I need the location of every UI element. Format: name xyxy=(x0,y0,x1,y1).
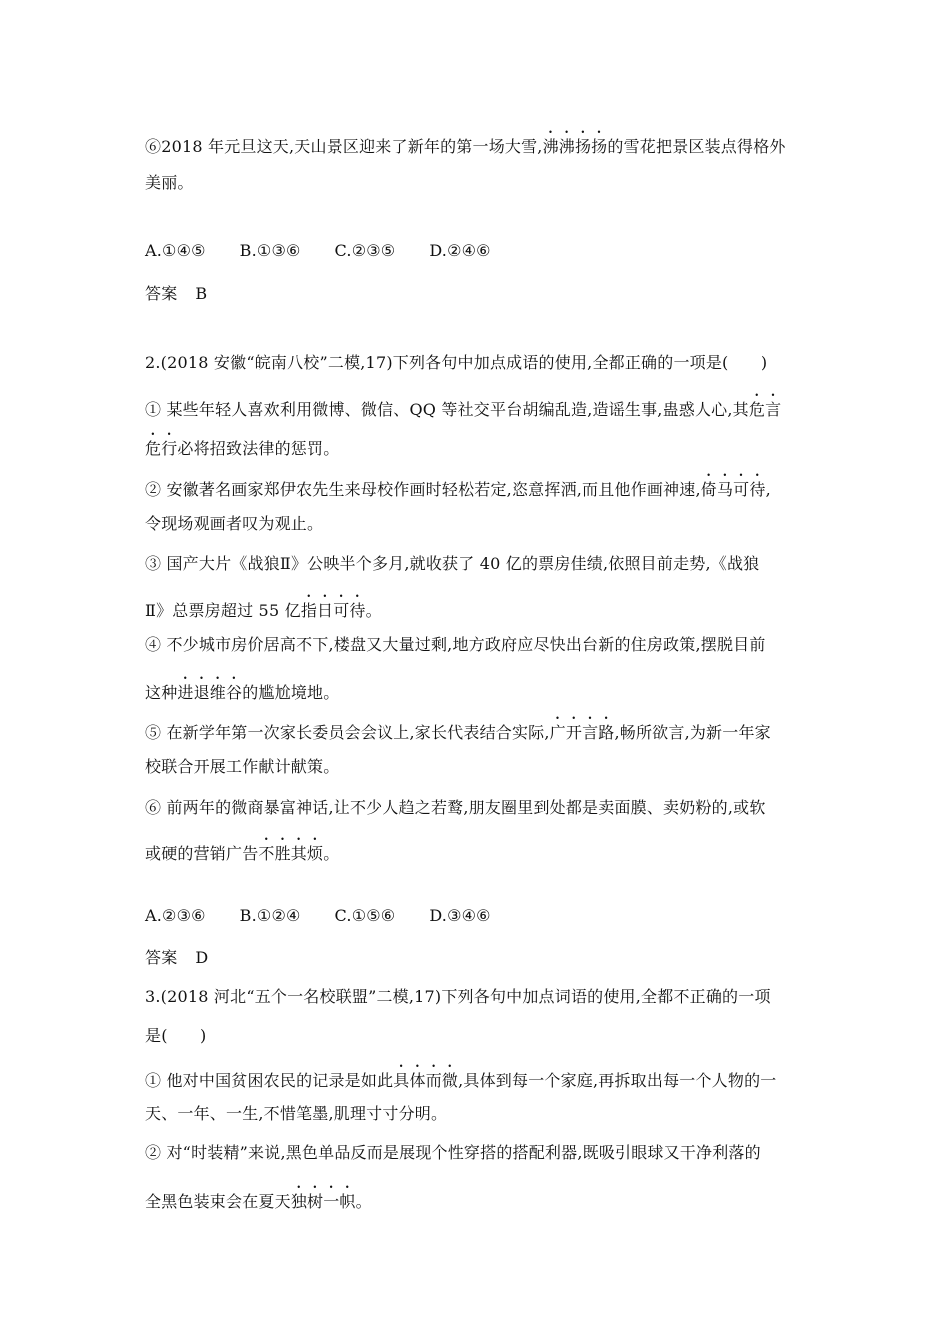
q2-item2-line2: 令现场观画者叹为观止。 xyxy=(145,514,324,533)
answer-value: D xyxy=(195,948,209,967)
answer-label: 答案 xyxy=(145,948,178,967)
q2-option-c: C.①⑤⑥ xyxy=(334,906,396,925)
q2-item5-text-after: ,畅所欲言,为新一年家 xyxy=(614,723,771,742)
q2-item4-line1: ④ 不少城市房价居高不下,楼盘又大量过剩,地方政府应尽快出台新的住房政策,摆脱目前 xyxy=(145,635,766,654)
q1-options xyxy=(145,241,525,260)
q2-item1-dotted-idiom-part1: 危言 xyxy=(748,400,782,419)
q1-answer xyxy=(145,281,207,304)
q2-item5-text: ⑤ 在新学年第一次家长委员会会议上,家长代表结合实际, xyxy=(145,723,550,742)
q2-item4-dotted-idiom: 进退维谷 xyxy=(177,683,243,702)
q2-item2-text: ② 安徽著名画家郑伊农先生来母校作画时轻松若定,恣意挥洒,而且他作画神速, xyxy=(145,480,701,499)
q2-item4-text-after: 的尴尬境地。 xyxy=(242,683,340,702)
q3-item2-text-after: 。 xyxy=(355,1192,372,1211)
q2-answer xyxy=(145,945,208,968)
q2-item4-line2 xyxy=(145,674,339,703)
q2-item6-text-after: 。 xyxy=(323,844,340,863)
answer-label: 答案 xyxy=(145,284,178,303)
q2-item3-text: Ⅱ》总票房超过 55 亿 xyxy=(145,601,301,620)
q1-item6-dotted-idiom: 沸沸扬扬 xyxy=(542,137,608,156)
q2-item5-line1 xyxy=(145,714,771,743)
q2-item6-line2 xyxy=(145,835,339,864)
q3-stem-line1: 3.(2018 河北“五个一名校联盟”二模,17)下列各句中加点词语的使用,全都不正确的一项 xyxy=(145,987,771,1006)
q2-option-a: A.②③⑥ xyxy=(145,906,206,925)
q2-item1-line1 xyxy=(145,391,781,420)
q2-item5-line2: 校联合开展工作献计献策。 xyxy=(145,757,340,776)
q2-item1-text-after: 必将招致法律的惩罚。 xyxy=(177,439,340,458)
q3-item1-text-after: ,具体到每一个家庭,再拆取出每一个人物的一 xyxy=(458,1071,777,1090)
q2-item6-line1: ⑥ 前两年的微商暴富神话,让不少人趋之若鹜,朋友圈里到处都是卖面膜、卖奶粉的,或软 xyxy=(145,798,766,817)
q2-item3-dotted-idiom: 指日可待 xyxy=(300,601,366,620)
q2-option-b: B.①②④ xyxy=(239,906,301,925)
q1-option-b: B.①③⑥ xyxy=(239,241,301,260)
q3-item2-line2 xyxy=(145,1183,372,1212)
q2-item3-line2 xyxy=(145,592,382,621)
q2-item1-text: ① 某些年轻人喜欢利用微博、微信、QQ 等社交平台胡编乱造,造谣生事,蛊惑人心,其 xyxy=(145,400,749,419)
q3-item2-line1: ② 对“时装精”来说,黑色单品反而是展现个性穿搭的搭配利器,既吸引眼球又干净利落的 xyxy=(145,1143,761,1162)
q3-item2-dotted-idiom: 独树一帜 xyxy=(290,1192,356,1211)
q2-item3-line1: ③ 国产大片《战狼Ⅱ》公映半个多月,就收获了 40 亿的票房佳绩,依照目前走势,《战狼 xyxy=(145,554,760,573)
q1-option-c: C.②③⑤ xyxy=(334,241,396,260)
q1-item6-text: ⑥2018 年元旦这天,天山景区迎来了新年的第一场大雪, xyxy=(145,137,543,156)
q3-item1-line1 xyxy=(145,1062,776,1091)
q2-item6-dotted-idiom: 不胜其烦 xyxy=(258,844,324,863)
q3-item2-text: 全黑色装束会在夏天 xyxy=(145,1192,291,1211)
q3-stem-line2: 是( ) xyxy=(145,1026,207,1045)
q2-item2-dotted-idiom: 倚马可待 xyxy=(700,480,766,499)
q1-item6-line1 xyxy=(145,128,786,157)
q2-item2-text-after: , xyxy=(765,480,771,499)
q2-item3-text-after: 。 xyxy=(365,601,382,620)
q3-item1-dotted-idiom: 具体而微 xyxy=(393,1071,459,1090)
q2-item1-line2 xyxy=(145,430,339,459)
q2-item1-dotted-idiom-part2: 危行 xyxy=(145,439,178,458)
q1-option-d: D.②④⑥ xyxy=(429,241,491,260)
q1-option-a: A.①④⑤ xyxy=(145,241,206,260)
q2-item2-line1 xyxy=(145,471,771,500)
q1-item6-line2: 美丽。 xyxy=(145,173,194,192)
q2-item5-dotted-idiom: 广开言路 xyxy=(549,723,615,742)
q2-item6-text: 或硬的营销广告 xyxy=(145,844,259,863)
q2-stem: 2.(2018 安徽“皖南八校”二模,17)下列各句中加点成语的使用,全都正确的一项是( ) xyxy=(145,353,768,372)
q3-item1-line2: 天、一年、一生,不惜笔墨,肌理寸寸分明。 xyxy=(145,1104,448,1123)
q1-item6-text-after: 的雪花把景区装点得格外 xyxy=(607,137,786,156)
q2-options xyxy=(145,906,525,925)
q3-item1-text: ① 他对中国贫困农民的记录是如此 xyxy=(145,1071,394,1090)
q2-item4-text: 这种 xyxy=(145,683,178,702)
q2-option-d: D.③④⑥ xyxy=(429,906,491,925)
answer-value: B xyxy=(195,284,208,303)
